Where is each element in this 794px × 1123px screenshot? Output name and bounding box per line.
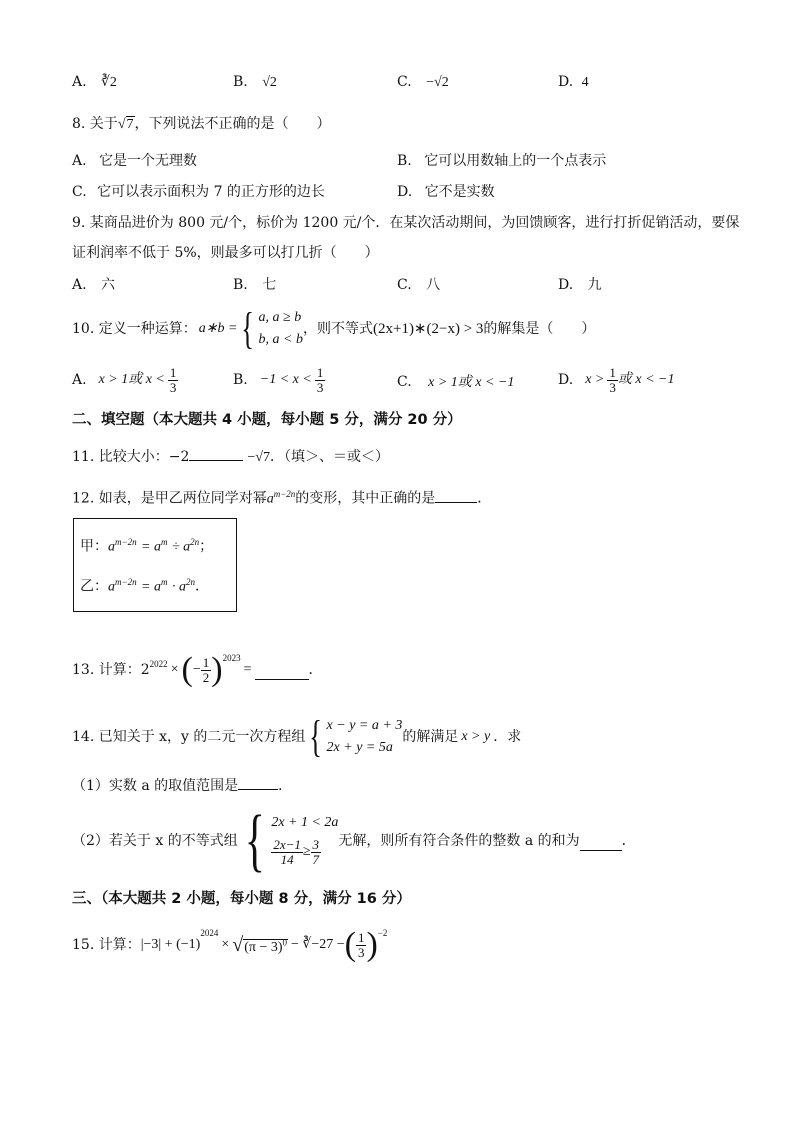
option-text: 它可以表示面积为 7 的正方形的边长 bbox=[97, 184, 325, 200]
q13-stem bbox=[72, 653, 323, 687]
equation-1: x − y = a + 3 bbox=[326, 718, 403, 734]
q9-option-c bbox=[397, 277, 440, 294]
option-label: C. bbox=[72, 184, 87, 200]
stem-text: 14. 已知关于 x，y 的二元一次方程组 bbox=[72, 728, 306, 745]
stem-text: （1）实数 a 的取值范围是 bbox=[72, 778, 239, 794]
jia-row bbox=[80, 537, 213, 556]
option-text: −√2 bbox=[426, 75, 449, 90]
denominator: 3 bbox=[357, 944, 365, 960]
denominator: 3 bbox=[316, 379, 324, 395]
sqrt-expression: √7 bbox=[117, 117, 134, 132]
power-exponent: m bbox=[160, 537, 168, 547]
sqrt-expression: $√(\pi - 3)^0$ bbox=[232, 934, 288, 956]
left-paren: ( bbox=[181, 651, 193, 688]
q9-option-b bbox=[233, 277, 276, 294]
stem-text: ． bbox=[621, 832, 636, 849]
left-brace: { bbox=[309, 712, 323, 761]
stem-text: ，下列说法不正确的是（ ） bbox=[134, 116, 331, 132]
left-brace: { bbox=[241, 304, 255, 353]
numerator: 1 bbox=[169, 365, 177, 380]
q8-stem bbox=[72, 116, 331, 134]
denominator: 7 bbox=[312, 851, 320, 867]
q10-option-b bbox=[233, 366, 325, 394]
stem-text: ； bbox=[199, 538, 214, 555]
equation-2: 2x + y = 5a bbox=[326, 740, 393, 755]
fraction bbox=[356, 931, 367, 959]
operation-definition: a∗b = bbox=[198, 320, 238, 336]
option-text: −1 < x < bbox=[259, 371, 312, 387]
q10-option-a bbox=[72, 366, 178, 394]
yi-row bbox=[80, 577, 209, 596]
power-exponent: 2n bbox=[190, 537, 200, 547]
q8-option-d bbox=[397, 184, 495, 201]
power-exponent: 0 bbox=[282, 937, 288, 948]
q9-option-a bbox=[72, 277, 115, 294]
power-exponent: m bbox=[160, 577, 168, 587]
answer-blank[interactable] bbox=[435, 490, 477, 503]
q14-part2 bbox=[72, 802, 636, 879]
stem-text: 的变形，其中正确的是 bbox=[295, 490, 436, 507]
option-label: D. bbox=[558, 74, 574, 90]
option-text: 4 bbox=[581, 75, 589, 90]
math-expression: ÷ a bbox=[171, 539, 191, 555]
stem-text: 15. 计算： bbox=[72, 936, 141, 953]
q7-option-b bbox=[233, 74, 277, 92]
power-base: a bbox=[108, 579, 115, 595]
denominator: 2 bbox=[202, 669, 210, 685]
stem-text: 的解集是（ ） bbox=[483, 320, 596, 337]
right-paren: ) bbox=[366, 926, 378, 963]
option-label: A. bbox=[72, 277, 87, 293]
answer-blank[interactable] bbox=[189, 448, 243, 461]
stem-text: 8. 关于 bbox=[72, 116, 118, 132]
option-label: A. bbox=[72, 371, 87, 388]
option-text: 它可以用数轴上的一个点表示 bbox=[424, 153, 607, 169]
q7-option-c bbox=[397, 74, 449, 92]
math-expression: = a bbox=[141, 539, 161, 555]
inequality-2 bbox=[271, 838, 338, 866]
q9-stem-line2: 证利润率不低于 5%，则最多可以打几折（ ） bbox=[72, 245, 379, 261]
answer-blank[interactable] bbox=[580, 838, 622, 851]
option-text: √2 bbox=[262, 75, 277, 90]
q15-stem bbox=[72, 928, 387, 962]
stem-text: 无解，则所有符合条件的整数 a 的和为 bbox=[338, 832, 580, 849]
case-2: b, a < b bbox=[258, 332, 303, 347]
denominator: 3 bbox=[609, 379, 616, 395]
numerator: 2x−1 bbox=[273, 837, 301, 853]
answer-blank[interactable] bbox=[238, 777, 278, 790]
stem-text: 10. 定义一种运算： bbox=[72, 320, 197, 337]
numerator: 1 bbox=[202, 654, 210, 670]
math-expression: − ∛−27 − bbox=[291, 936, 345, 952]
option-label: B. bbox=[233, 371, 248, 388]
option-text: ∛2 bbox=[101, 75, 117, 90]
answer-blank[interactable] bbox=[255, 667, 309, 680]
math-operator: ≥ bbox=[302, 843, 311, 859]
power-exponent: 2022 bbox=[149, 659, 168, 669]
power-exponent: 2024 bbox=[200, 928, 219, 938]
option-text: x > bbox=[585, 371, 605, 387]
math-expression: −√7 bbox=[247, 450, 270, 465]
stem-text: ． bbox=[194, 578, 209, 595]
condition: x > y bbox=[461, 728, 491, 744]
case-1: a, a ≥ b bbox=[258, 310, 302, 326]
power-exponent: m−2n bbox=[115, 577, 137, 587]
section-3-heading: 三、（本大题共 2 小题，每小题 8 分，满分 16 分） bbox=[72, 891, 411, 907]
numerator: 1 bbox=[357, 929, 365, 945]
power-base: a bbox=[108, 539, 115, 555]
option-label: B. bbox=[397, 153, 412, 169]
stem-text: ． bbox=[278, 778, 293, 794]
fraction bbox=[607, 366, 618, 394]
option-text: 七 bbox=[262, 277, 277, 293]
right-paren: ) bbox=[211, 651, 223, 688]
fraction bbox=[315, 366, 326, 394]
option-text: 六 bbox=[101, 277, 116, 293]
option-label: C. bbox=[397, 374, 412, 390]
q10-option-c bbox=[397, 374, 514, 392]
radicand: (π − 3) bbox=[244, 940, 283, 955]
numerator: 1 bbox=[609, 365, 616, 380]
stem-text: ，则不等式 bbox=[302, 320, 373, 337]
math-operator: × bbox=[170, 661, 179, 677]
q7-option-a bbox=[72, 74, 117, 92]
option-text: x > 1或 x < −1 bbox=[428, 375, 515, 390]
minus-sign: − bbox=[192, 661, 201, 677]
q14-part1 bbox=[72, 777, 292, 795]
q14-stem bbox=[72, 712, 522, 761]
math-operator: × bbox=[221, 936, 230, 952]
fraction bbox=[271, 838, 303, 866]
fraction bbox=[201, 656, 212, 684]
power-exponent: 2n bbox=[185, 577, 195, 587]
stem-text: ．求 bbox=[493, 728, 522, 745]
inequality-system bbox=[271, 815, 338, 866]
option-label: D. bbox=[397, 184, 413, 200]
q7-option-d bbox=[558, 74, 589, 92]
option-text: 八 bbox=[426, 277, 441, 293]
fraction bbox=[168, 366, 179, 394]
option-label: A. bbox=[72, 153, 87, 169]
q11-stem bbox=[72, 448, 389, 467]
fraction bbox=[311, 838, 322, 866]
math-expression: = a bbox=[141, 579, 161, 595]
stem-text: 13. 计算：2 bbox=[72, 661, 150, 678]
power-exponent: m−2n bbox=[115, 537, 137, 547]
equation-system bbox=[327, 715, 403, 758]
option-label: C. bbox=[397, 277, 412, 293]
piecewise-cases bbox=[259, 307, 303, 350]
power-base: a bbox=[266, 491, 274, 507]
section-2-heading: 二、填空题（本大题共 4 小题，每小题 5 分，满分 20 分） bbox=[72, 412, 462, 428]
power-exponent: m−2n bbox=[273, 489, 296, 499]
option-text: x > 1或 x < bbox=[98, 371, 165, 387]
numerator: 3 bbox=[312, 837, 320, 853]
denominator: 14 bbox=[280, 851, 294, 867]
q8-option-b bbox=[397, 153, 606, 170]
option-text: 它不是实数 bbox=[424, 184, 495, 200]
option-label: D. bbox=[558, 277, 574, 293]
q9-option-d bbox=[558, 277, 602, 294]
row-label: 乙： bbox=[80, 578, 108, 595]
power-exponent: 2023 bbox=[222, 653, 241, 663]
option-text: 或 x < −1 bbox=[617, 371, 675, 387]
option-label: C. bbox=[397, 74, 412, 90]
left-paren: ( bbox=[344, 926, 356, 963]
stem-text: （2）若关于 x 的不等式组 bbox=[72, 832, 238, 849]
q8-option-a bbox=[72, 153, 197, 170]
stem-text: ． bbox=[477, 490, 492, 507]
numerator: 1 bbox=[316, 365, 324, 380]
option-label: B. bbox=[233, 277, 248, 293]
q12-comparison-box bbox=[73, 518, 237, 612]
q10-option-d bbox=[558, 366, 674, 394]
q10-stem bbox=[72, 304, 596, 353]
stem-text: 的解满足 bbox=[402, 728, 459, 745]
denominator: 3 bbox=[169, 379, 177, 395]
inequality-1: 2x + 1 < 2a bbox=[271, 815, 339, 831]
stem-text: ．（填＞、＝或＜） bbox=[269, 449, 389, 465]
option-label: A. bbox=[72, 74, 87, 90]
row-label: 甲： bbox=[80, 538, 108, 555]
power-exponent: −2 bbox=[377, 928, 388, 938]
option-label: D. bbox=[558, 371, 574, 388]
stem-text: 11. 比较大小：−2 bbox=[72, 449, 190, 465]
inequality-expression: (2x+1)∗(2−x) > 3 bbox=[372, 321, 484, 337]
radicand: 7 bbox=[126, 117, 134, 132]
left-brace: { bbox=[244, 802, 265, 879]
stem-text: ． bbox=[308, 661, 323, 678]
option-text: 它是一个无理数 bbox=[99, 153, 198, 169]
q8-option-c bbox=[72, 184, 325, 201]
option-text: 九 bbox=[587, 277, 602, 293]
math-expression: |−3| + (−1) bbox=[140, 936, 201, 952]
math-expression: · a bbox=[171, 579, 186, 595]
q12-stem bbox=[72, 489, 491, 508]
stem-text: 12. 如表，是甲乙两位同学对幂 bbox=[72, 490, 267, 507]
q9-stem-line1: 9. 某商品进价为 800 元/个，标价为 1200 元/个．在某次活动期间，为回馈顾客，进行打折促销活动，要保 bbox=[72, 215, 740, 231]
option-label: B. bbox=[233, 74, 248, 90]
math-operator: = bbox=[243, 661, 252, 677]
